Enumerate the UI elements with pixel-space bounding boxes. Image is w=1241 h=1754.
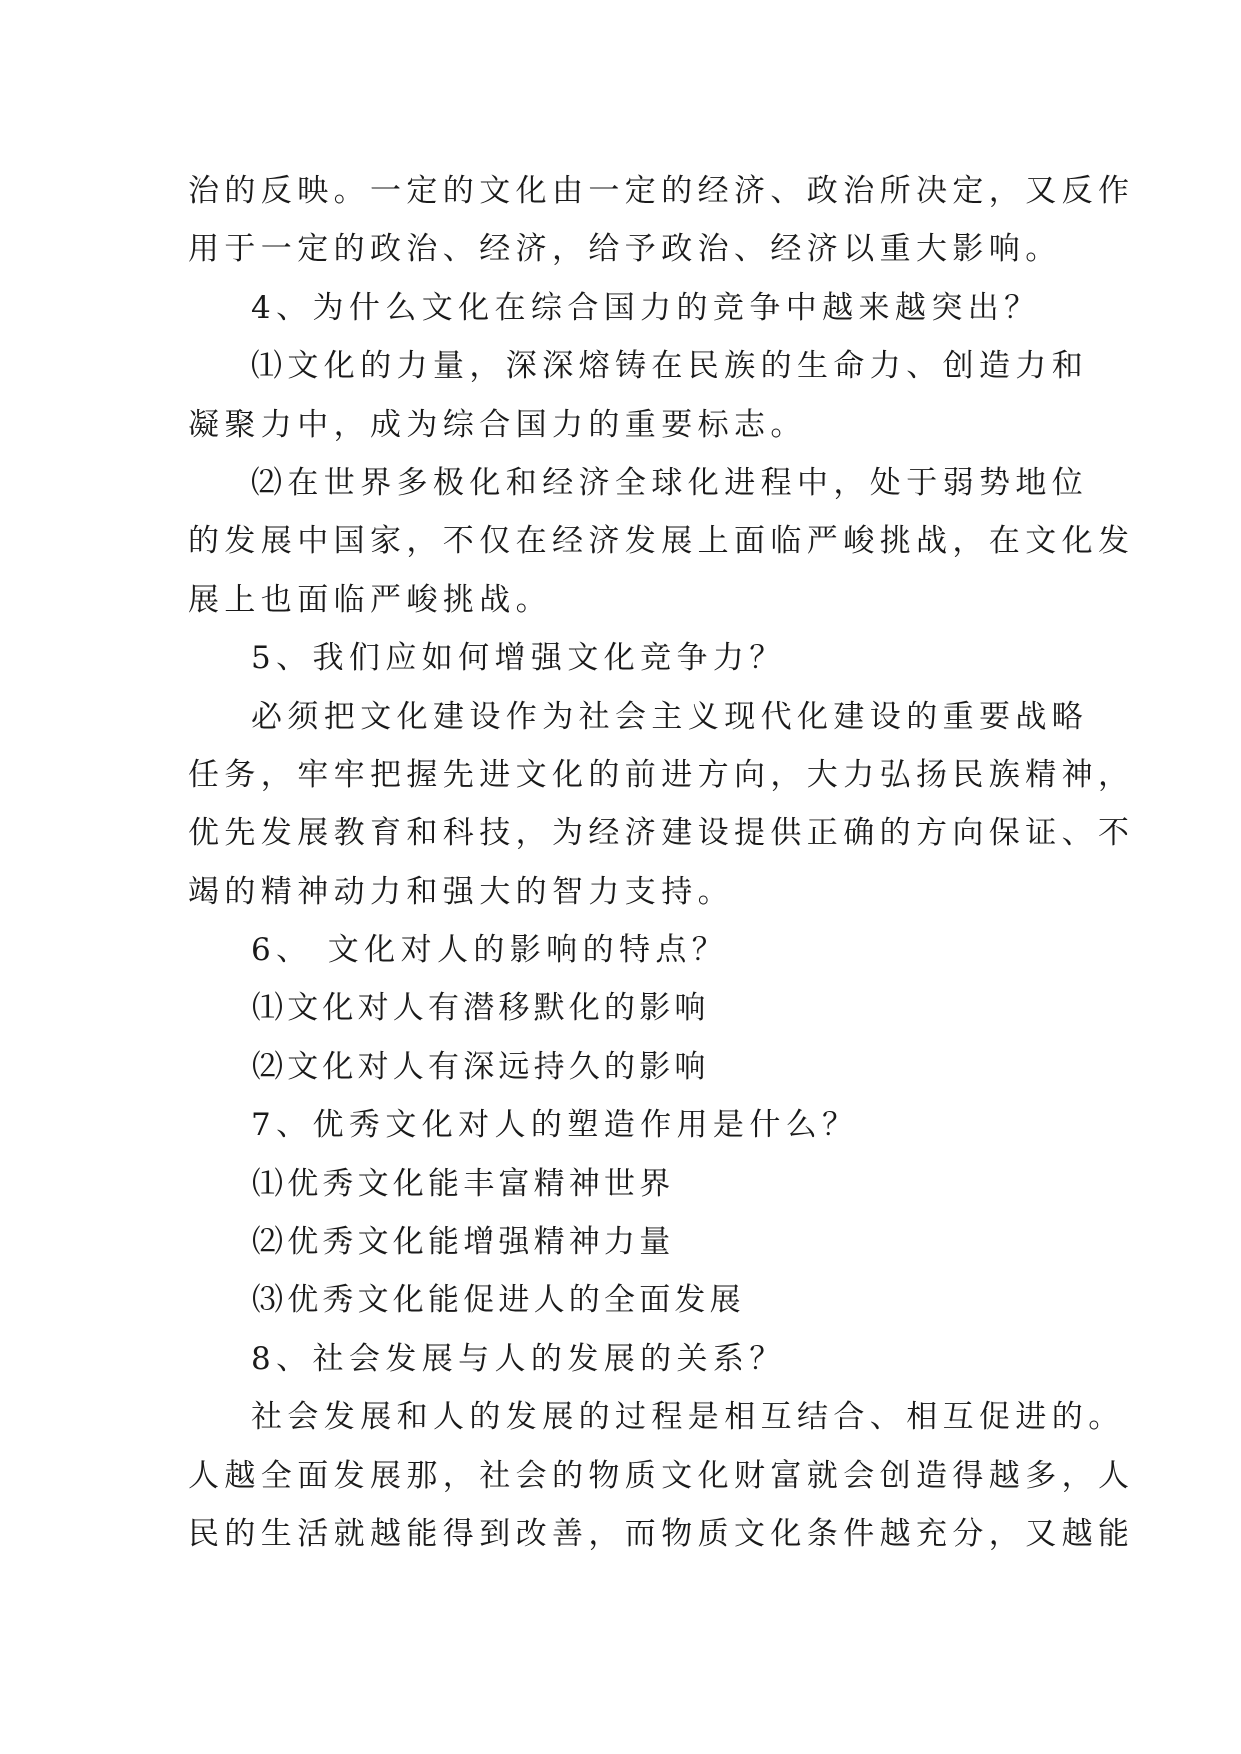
list-item: ⑶优秀文化能促进人的全面发展 (252, 1282, 745, 1319)
paragraph-line: 展上也面临严峻挑战。 (188, 581, 552, 618)
paragraph-line: 社会发展和人的发展的过程是相互结合、相互促进的。 (251, 1399, 1125, 1436)
question-heading: 7、优秀文化对人的塑造作用是什么？ (251, 1107, 859, 1144)
list-item: ⑴优秀文化能丰富精神世界 (252, 1165, 675, 1202)
list-item: ⑴文化对人有潜移默化的影响 (252, 990, 710, 1027)
question-heading: 6、 文化对人的影响的特点？ (251, 932, 729, 969)
paragraph-line: 竭的精神动力和强大的智力支持。 (188, 873, 734, 910)
paragraph-line: 用于一定的政治、经济，给予政治、经济以重大影响。 (188, 231, 1062, 268)
paragraph-line: 优先发展教育和科技，为经济建设提供正确的方向保证、不 (188, 815, 1135, 852)
list-item: ⑵优秀文化能增强精神力量 (252, 1224, 675, 1261)
paragraph-line: ⑵在世界多极化和经济全球化进程中，处于弱势地位 (251, 464, 1089, 501)
paragraph-line: 治的反映。一定的文化由一定的经济、政治所决定，又反作 (188, 173, 1135, 209)
list-item: ⑵文化对人有深远持久的影响 (252, 1048, 710, 1085)
paragraph-line: 凝聚力中，成为综合国力的重要标志。 (188, 406, 807, 443)
paragraph-line: 必须把文化建设作为社会主义现代化建设的重要战略 (251, 698, 1089, 735)
paragraph-line: ⑴文化的力量，深深熔铸在民族的生命力、创造力和 (251, 348, 1089, 385)
body-text (188, 162, 1135, 1563)
paragraph-line: 任务，牢牢把握先进文化的前进方向，大力弘扬民族精神， (188, 756, 1135, 793)
question-heading: 5、我们应如何增强文化竞争力？ (251, 640, 786, 677)
paragraph-line: 的发展中国家，不仅在经济发展上面临严峻挑战，在文化发 (188, 523, 1135, 560)
paragraph-line: 人越全面发展那，社会的物质文化财富就会创造得越多，人 (188, 1457, 1135, 1494)
paragraph-line: 民的生活就越能得到改善，而物质文化条件越充分，又越能 (188, 1515, 1135, 1552)
question-heading: 4、为什么文化在综合国力的竞争中越来越突出？ (251, 289, 1041, 326)
question-heading: 8、社会发展与人的发展的关系？ (251, 1340, 786, 1377)
